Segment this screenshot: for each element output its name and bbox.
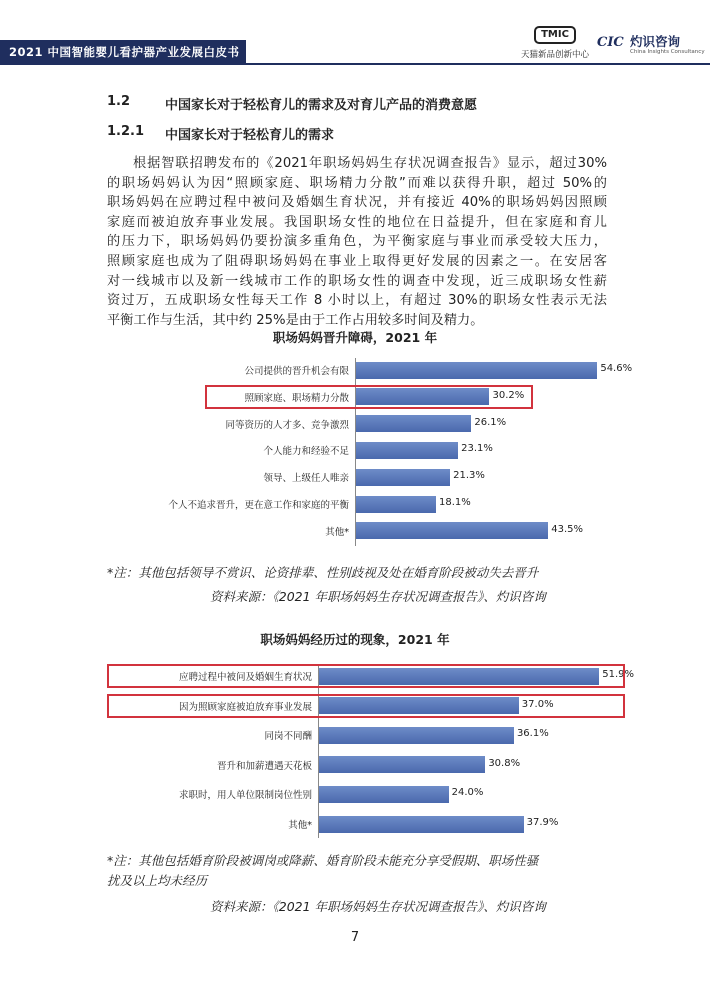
paragraph-line: 资过万，五成职场女性每天工作 8 小时以上，有超过 30%的职场女性表示无法 [107,293,607,309]
page-number: 7 [350,930,360,945]
chart-2-value-label: 36.1% [516,728,549,740]
chart-2-bar [319,816,524,833]
chart-1-value-label: 54.6% [600,363,633,374]
chart-1-bar [356,469,450,486]
chart-1-bar [356,442,458,459]
cic-logo-english: China Insights Consultancy [630,49,705,55]
tmic-logo-subtitle: 天猫新品创新中心 [520,50,589,60]
section-title: 中国家长对于轻松育儿的需求及对育儿产品的消费意愿 [165,98,478,113]
chart-2-category-label: 因为照顾家庭被迫放弃事业发展 [178,701,312,713]
subsection-title: 中国家长对于轻松育儿的需求 [165,128,335,143]
chart-2-value-label: 24.0% [451,787,484,799]
tmic-logo-badge: TMIC [534,26,576,44]
paragraph-line: 对一线城市以及新一线城市工作的职场女性的调查中发现，近三成职场女性薪 [107,273,607,289]
chart-2-category-label: 晋升和加薪遭遇天花板 [216,760,312,772]
paragraph-line: 的压力下，职场妈妈仍要扮演多重角色，为平衡家庭与事业而承受较大压力， [107,234,607,250]
chart-1-bar [356,496,436,513]
cic-logo-name: 灼识咨询 [630,34,681,49]
chart-2-bar [319,727,514,744]
chart-1-bar [356,522,548,539]
chart-1-value-label: 43.5% [551,523,584,535]
paragraph-line: 职场妈妈在应聘过程中被问及婚姻生育状况，并有接近 40%的职场妈妈因照顾 [107,195,607,211]
chart-2-highlight-box [107,694,625,718]
chart-1-value-label: 30.2% [492,389,525,401]
report-title: 2021 中国智能婴儿看护器产业发展白皮书 [9,45,240,59]
tmic-logo [520,26,590,62]
chart-2-value-label: 37.0% [521,698,554,710]
paragraph-line: 根据智联招聘发布的《2021年职场妈妈生存状况调查报告》显示，超过30% [133,156,607,171]
chart-1-value-label: 26.1% [474,416,507,428]
subsection-number: 1.2.1 [107,124,145,139]
paragraph-line: 的职场妈妈认为因“照顾家庭、职场精力分散”而难以获得升职，超过 50%的 [107,175,607,191]
chart-2-bar [319,786,449,803]
chart-1-category-label: 个人能力和经验不足 [263,446,349,458]
chart-2-value-label: 30.8% [488,757,521,769]
chart-1-note: *注：其他包括领导不赏识、论资排辈、性别歧视及处在婚育阶段被动失去晋升 [107,565,539,580]
cic-logo-mark: CIC [597,35,624,50]
chart-2-category-label: 同岗不同酬 [264,731,312,743]
chart-1-highlight-box [205,385,533,409]
chart-1-bar [356,415,471,432]
chart-1-category-label: 照顾家庭、职场精力分散 [244,392,349,404]
chart-2-axis [318,664,319,838]
chart-1-source: 资料来源：《2021 年职场妈妈生存状况调查报告》、灼识咨询 [210,589,546,604]
chart-1-value-label: 21.3% [453,470,485,482]
chart-1-bar [356,362,597,379]
chart-2-category-label: 其他* [288,820,312,831]
chart-1-value-label: 23.1% [461,443,493,455]
cic-logo [597,32,705,62]
chart-1-category-label: 领导、上级任人唯亲 [263,473,349,485]
chart-2-note-line-2: 扰及以上均未经历 [107,873,208,888]
section-number: 1.2 [107,94,131,109]
paragraph-line: 平衡工作与生活，其中约 25%是由于工作占用较多时间及精力。 [107,312,484,328]
chart-2-source: 资料来源：《2021 年职场妈妈生存状况调查报告》、灼识咨询 [210,899,546,914]
paragraph-line: 家庭而被迫放弃事业发展。我国职场女性的地位在日益提升，但在家庭和育儿 [107,214,607,230]
chart-2-value-label: 51.9% [602,669,635,680]
chart-2-value-label: 37.9% [526,817,559,828]
header-band [0,40,246,64]
chart-1-value-label: 18.1% [439,497,471,508]
chart-1-category-label: 同等资历的人才多、竞争激烈 [225,419,349,431]
header-divider [0,63,710,65]
chart-1-category-label: 个人不追求晋升，更在意工作和家庭的平衡 [168,500,349,511]
chart-2-category-label: 求职时，用人单位限制岗位性别 [178,790,312,802]
chart-2-note-line-1: *注：其他包括婚育阶段被调岗或降薪、婚育阶段未能充分享受假期、职场性骚 [107,853,539,868]
chart-2-category-label: 应聘过程中被问及婚姻生育状况 [178,672,312,683]
chart-2-highlight-box [107,664,625,688]
body-paragraph [107,154,607,330]
chart-1-title: 职场妈妈晋升障碍，2021 年 [272,330,438,345]
chart-1-category-label: 其他* [325,526,349,538]
chart-2-title: 职场妈妈经历过的现象，2021 年 [260,632,450,647]
chart-2-bar [319,756,485,773]
paragraph-line: 照顾家庭也成为了阻碍职场妈妈在事业上取得更好发展的因素之一。在安居客 [107,253,607,269]
chart-1-category-label: 公司提供的晋升机会有限 [244,366,349,377]
